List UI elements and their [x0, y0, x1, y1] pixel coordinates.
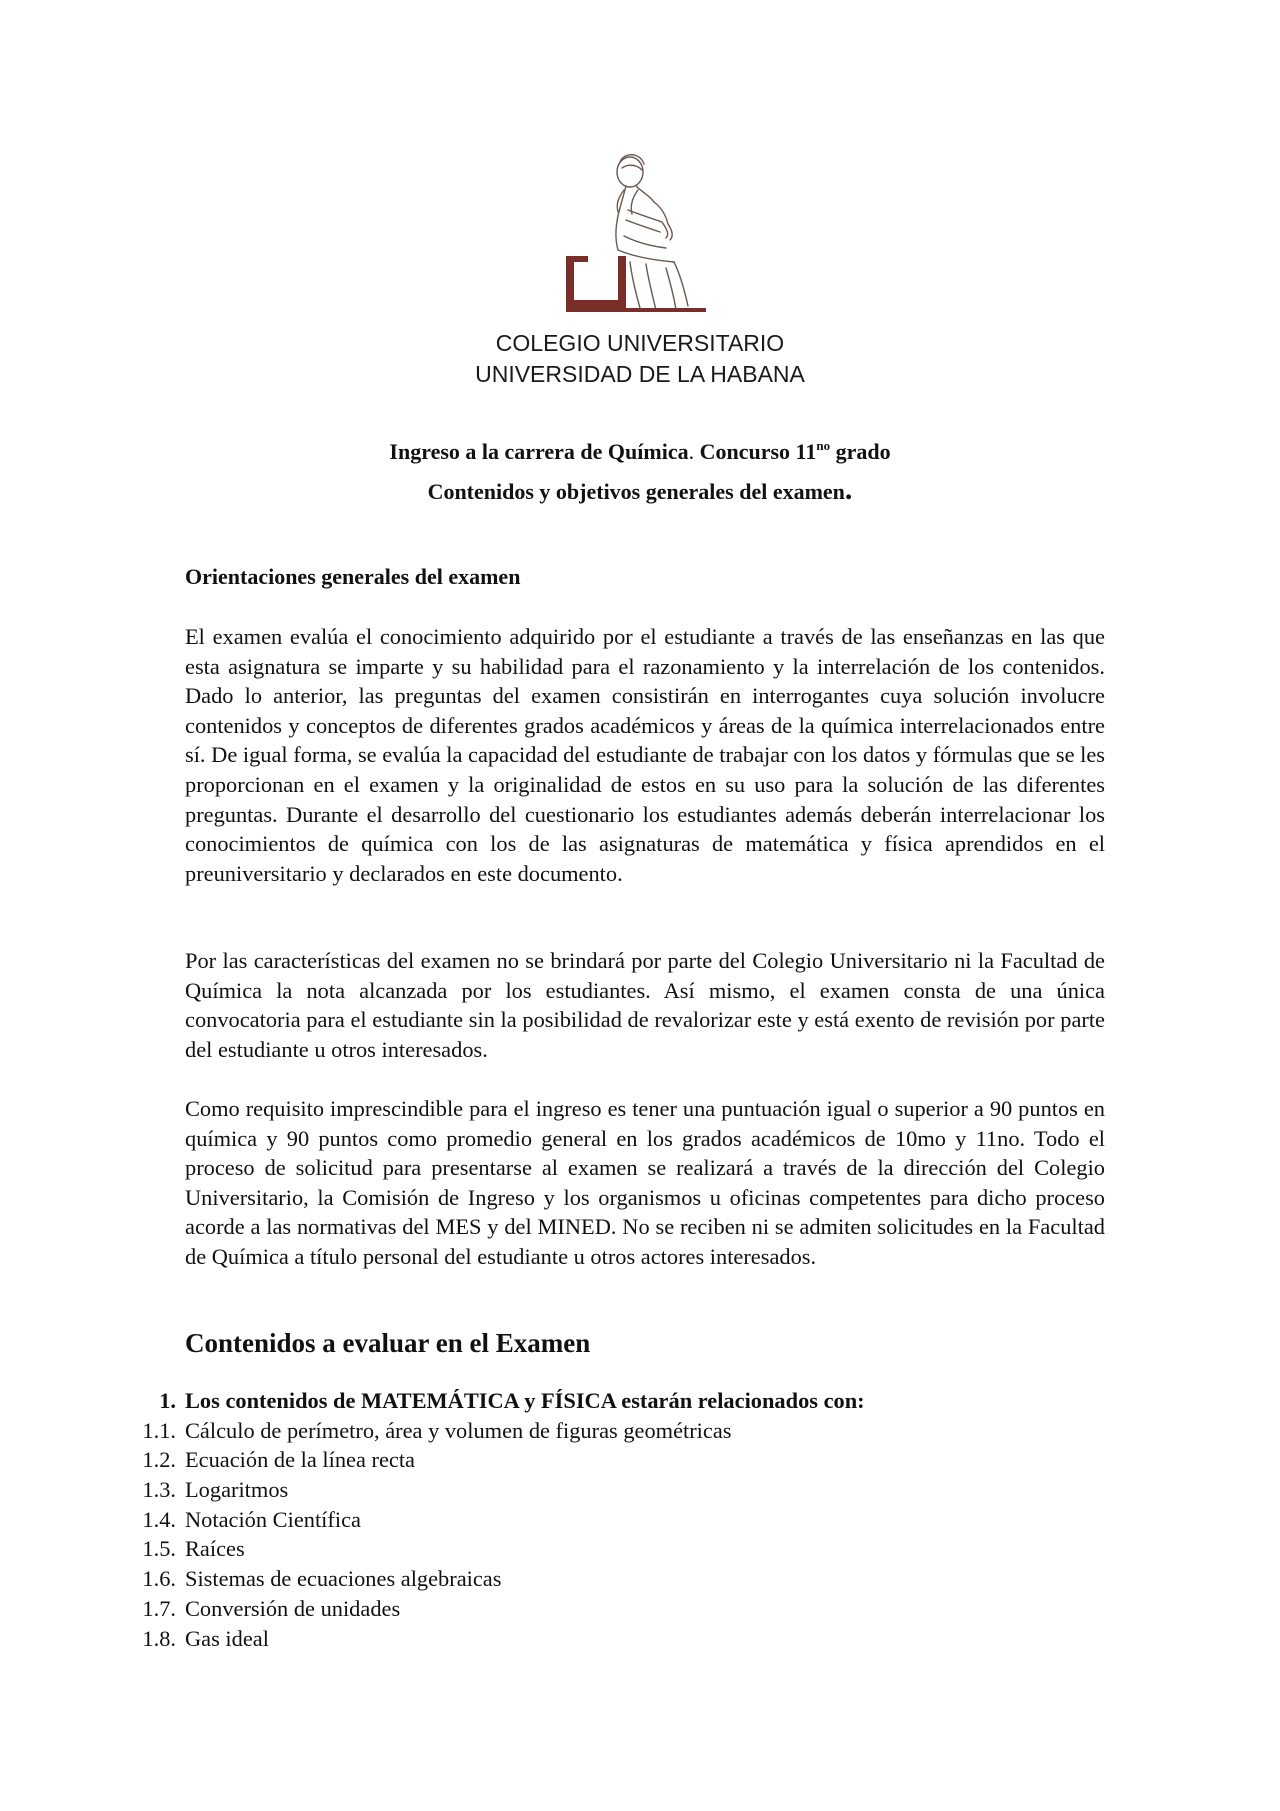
- list-label: Logaritmos: [185, 1477, 289, 1503]
- list-number: 1.8.: [142, 1625, 176, 1651]
- paragraph-2: Por las características del examen no se brindará por parte del Colegio Universitario ni la Facultad de Química la nota alcanzada por los estudiantes. Así mismo, el examen consta de una única convocatoria para el estudiante sin la posibilidad de revalorizar este y está exento de revisión por parte del estudiante u otros interesados.: [185, 948, 1105, 1062]
- list-number: 1.1.: [142, 1417, 176, 1443]
- list-item: [0, 1624, 1280, 1654]
- list-number: 1.2.: [142, 1447, 176, 1473]
- list-label: Ecuación de la línea recta: [185, 1447, 415, 1473]
- institution-name-line1: COLEGIO UNIVERSITARIO: [495, 330, 785, 356]
- subtitle-text: Contenidos y objetivos generales del examen: [427, 479, 845, 504]
- list-item: [0, 1505, 1280, 1535]
- title-dot: .: [688, 439, 695, 464]
- list-number: 1.: [159, 1388, 176, 1413]
- list-section-1: [0, 1386, 1280, 1416]
- contenidos-heading: Contenidos a evaluar en el Examen: [185, 1328, 591, 1358]
- list-label: Raíces: [185, 1536, 245, 1562]
- paragraph-1: El examen evalúa el conocimiento adquirido por el estudiante a través de las enseñanzas en las que esta asignatura se imparte y su habilidad para el razonamiento y la interrelación de los contenidos. Dado lo anterior, las preguntas del examen consistirán en interrogantes cuya solución involucre contenidos y conceptos de diferentes grados académicos y áreas de la química interrelacionados entre sí. De igual forma, se evalúa la capacidad del estudiante de trabajar con los datos y fórmulas que se les proporcionan en el examen y la originalidad de estos en su uso para la solución de las diferentes preguntas. Durante el desarrollo del cuestionario los estudiantes además deberán interrelacionar los conocimientos de química con los de las asignaturas de matemática y física aprendidos en el preuniversitario y declarados en este documento.: [185, 624, 1105, 886]
- contents-list: [0, 1386, 1280, 1653]
- university-logo-icon: [566, 150, 716, 318]
- title-part3: grado: [830, 439, 891, 464]
- title-part2: Concurso 11: [694, 439, 817, 464]
- list-item: [0, 1564, 1280, 1594]
- document-title: [0, 438, 1280, 465]
- title-superscript: no: [816, 438, 831, 453]
- list-label: Los contenidos de MATEMÁTICA y FÍSICA estarán relacionados con:: [185, 1388, 865, 1413]
- list-label: Notación Científica: [185, 1506, 361, 1532]
- list-number: 1.6.: [142, 1566, 176, 1592]
- list-number: 1.5.: [142, 1536, 176, 1562]
- paragraph-3: Como requisito imprescindible para el ingreso es tener una puntuación igual o superior a 90 puntos en química y 90 puntos como promedio general en los grados académicos de 10mo y 11no. Todo el proceso de solicitud para presentarse al examen se realizará a través de la dirección del Colegio Universitario, la Comisión de Ingreso y los organismos u oficinas competentes para dicho proceso acorde a las normativas del MES y del MINED. No se reciben ni se admiten solicitudes en la Facultad de Química a título personal del estudiante u otros actores interesados.: [185, 1096, 1105, 1269]
- list-label: Cálculo de perímetro, área y volumen de figuras geométricas: [185, 1417, 732, 1443]
- list-label: Sistemas de ecuaciones algebraicas: [185, 1566, 502, 1592]
- list-item: [0, 1416, 1280, 1446]
- list-label: Conversión de unidades: [185, 1595, 401, 1621]
- list-item: [0, 1475, 1280, 1505]
- list-number: 1.7.: [142, 1595, 176, 1621]
- list-item: [0, 1534, 1280, 1564]
- title-part1: Ingreso a la carrera de Química: [389, 439, 689, 464]
- subtitle-dot: .: [844, 473, 853, 506]
- list-label: Gas ideal: [185, 1625, 269, 1651]
- document-subtitle: [0, 473, 1280, 506]
- list-number: 1.3.: [142, 1477, 176, 1503]
- list-item: [0, 1445, 1280, 1475]
- list-number: 1.4.: [142, 1506, 176, 1532]
- institution-name-line2: UNIVERSIDAD DE LA HABANA: [475, 361, 805, 387]
- orientaciones-heading: Orientaciones generales del examen: [185, 564, 521, 589]
- list-item: [0, 1594, 1280, 1624]
